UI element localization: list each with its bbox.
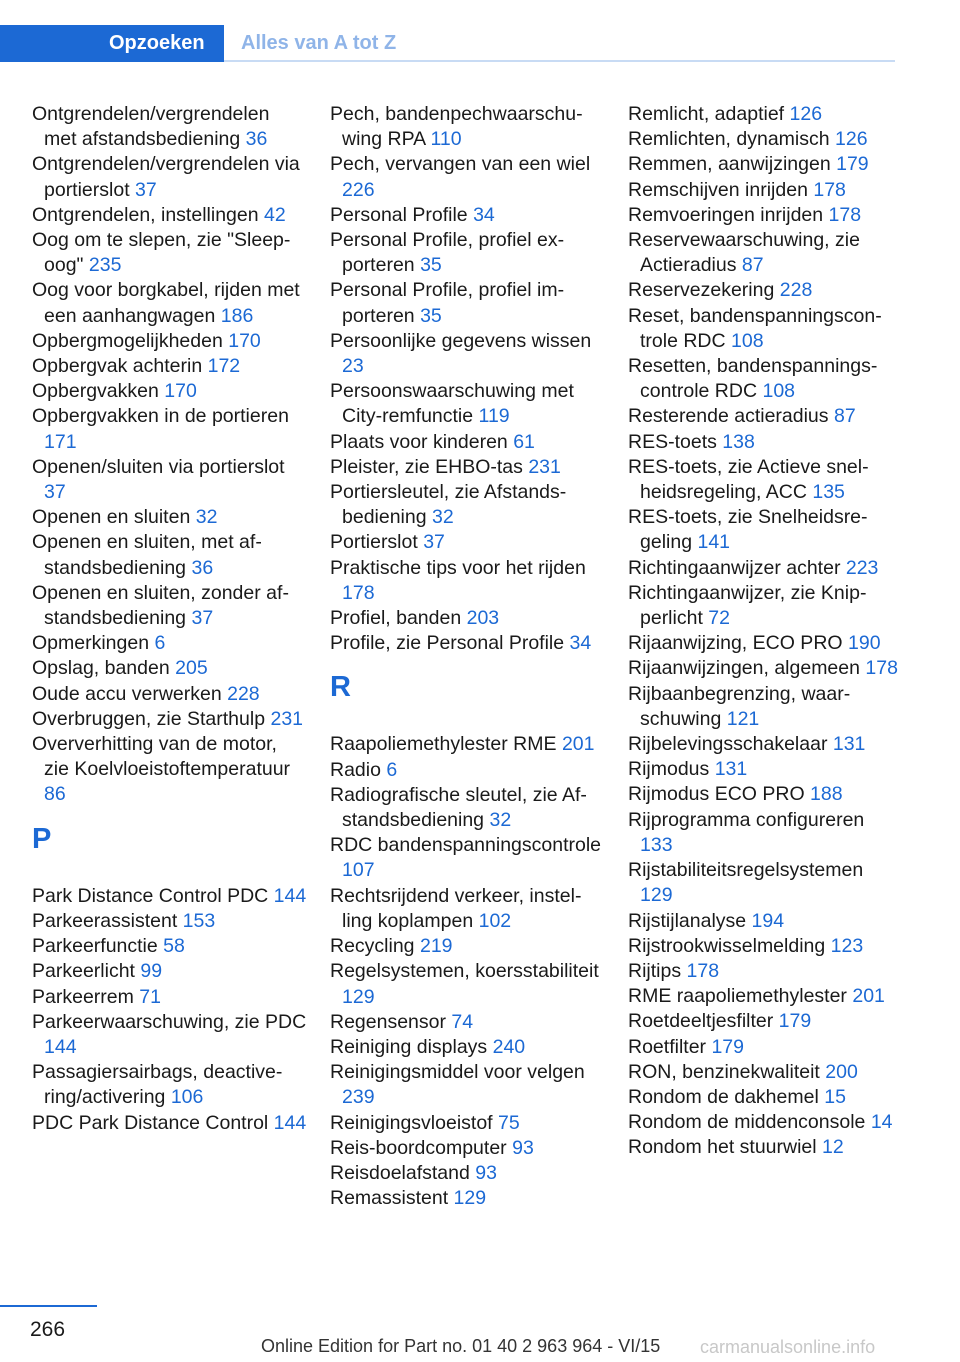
index-entry-text: Pleister, zie EHBO-tas (330, 455, 523, 478)
index-entry-page-link[interactable]: 14 (870, 1111, 893, 1134)
index-entry-text: Radio (330, 758, 381, 781)
index-entry-page-link[interactable]: 93 (512, 1136, 534, 1159)
index-entry-page-link[interactable]: 37 (191, 607, 214, 630)
index-entry (32, 455, 307, 505)
index-entry-page-link[interactable]: 228 (779, 279, 813, 302)
index-entry-page-link[interactable]: 239 (342, 1086, 375, 1109)
index-entry (330, 278, 605, 328)
index-entry-page-link[interactable]: 231 (270, 707, 304, 730)
index-entry-text: Radiografische sleutel, zie Afstandsbediening (330, 783, 587, 832)
index-entry (330, 329, 605, 379)
index-entry (32, 505, 307, 530)
index-entry-text: Openen/sluiten via portierslot (32, 455, 285, 478)
header-tabbar (0, 25, 895, 62)
index-entry-text: Resterende actieradius (628, 405, 829, 428)
index-entry-text: Ontgrendelen, instellingen (32, 203, 259, 226)
index-entry-text: Remvoeringen inrijden (628, 203, 824, 226)
index-entry-page-link[interactable]: 93 (475, 1161, 497, 1184)
index-entry (330, 455, 605, 480)
index-entry-page-link[interactable]: 36 (191, 556, 214, 579)
page-number: 266 (30, 1318, 66, 1341)
index-entry-page-link[interactable]: 138 (722, 430, 755, 453)
index-entry-page-link[interactable]: 179 (836, 153, 869, 176)
index-entry-page-link[interactable]: 171 (44, 430, 77, 453)
index-entry (628, 127, 898, 152)
index-entry-text: Rondom het stuurwiel (628, 1136, 817, 1159)
index-entry-page-link[interactable]: 178 (686, 959, 720, 982)
index-entry-page-link[interactable]: 6 (154, 632, 166, 655)
index-entry (32, 581, 307, 631)
index-entry-text: Reservewaarschuwing, zie Actieradius (628, 229, 860, 277)
index-entry (628, 959, 898, 984)
index-entry-text: Ontgrendelen/vergrendelen met afstandsbediening (32, 103, 270, 151)
index-entry-page-link[interactable]: 32 (432, 506, 454, 529)
index-entry (628, 631, 898, 656)
index-entry-page-link[interactable]: 32 (195, 506, 218, 529)
index-entry-page-link[interactable]: 108 (731, 329, 764, 352)
index-entry (330, 1186, 605, 1211)
index-entry-text: Reset, bandenspanningscontrole RDC (628, 304, 882, 352)
index-entry-text: Personal Profile, profiel importeren (330, 279, 565, 327)
index-entry (32, 884, 307, 909)
index-entry (330, 530, 605, 555)
index-entry-page-link[interactable]: 37 (423, 531, 445, 554)
tab-opzoeken-label: Opzoeken (109, 32, 205, 54)
index-entry (330, 480, 605, 530)
index-entry (32, 1010, 307, 1060)
index-entry-page-link[interactable]: 42 (264, 203, 286, 226)
index-entry (628, 1009, 898, 1034)
section-letter: P (32, 822, 52, 855)
index-entry-text: Rijstijlanalyse (628, 909, 747, 932)
index-entry-page-link[interactable]: 71 (139, 985, 161, 1008)
index-entry (32, 404, 307, 454)
index-entry-text: Regelsystemen, koersstabiliteit (330, 960, 599, 983)
index-entry (32, 278, 307, 328)
index-entry-page-link[interactable]: 201 (852, 985, 885, 1008)
index-entry-text: Oog om te slepen, zie "Sleepoog" (32, 229, 291, 277)
index-entry (330, 1060, 605, 1110)
index-entry-page-link[interactable]: 190 (848, 632, 881, 655)
index-entry-text: Oververhitting van de motor, zie Koelvloeistoftemperatuur (32, 733, 291, 781)
index-entry (32, 959, 307, 984)
index-entry-page-link[interactable]: 6 (386, 758, 398, 781)
index-entry (330, 934, 605, 959)
index-entry-page-link[interactable]: 179 (711, 1035, 744, 1058)
index-entry (628, 1135, 898, 1160)
index-entry (32, 909, 307, 934)
index-entry-page-link[interactable]: 131 (832, 733, 866, 756)
index-entry-text: Portiersleutel, zie Afstandsbediening (330, 481, 567, 529)
index-entry-text: Oog voor borgkabel, rijden met een aanhangwagen (32, 279, 300, 327)
index-entry-text: Rijprogramma configureren (628, 808, 865, 831)
index-entry-page-link[interactable]: 34 (569, 632, 592, 655)
index-entry-text: Reiniging displays (330, 1035, 488, 1058)
index-entry (628, 152, 898, 177)
index-entry-text: Plaats voor kinderen (330, 430, 508, 453)
index-entry-text: Rijmodus (628, 758, 710, 781)
index-entry (32, 934, 307, 959)
index-entry-text: PDC Park Distance Control (32, 1111, 269, 1134)
index-entry (628, 505, 898, 555)
index-entry-page-link[interactable]: 228 (227, 682, 260, 705)
index-entry-page-link[interactable]: 201 (561, 733, 595, 756)
index-entry-text: Profiel, banden (330, 607, 462, 630)
index-entry-text: RES-toets, zie Snelheidsregeling (628, 506, 868, 554)
index-entry (32, 354, 307, 379)
index-entry (330, 833, 605, 883)
index-entry-text: Portierslot (330, 531, 418, 554)
index-entry-page-link[interactable]: 186 (220, 304, 254, 327)
footer-divider (0, 1305, 97, 1307)
index-entry-page-link[interactable]: 37 (135, 178, 157, 201)
index-entry (628, 1035, 898, 1060)
index-entry-page-link[interactable]: 144 (273, 884, 307, 907)
index-entry-page-link[interactable]: 200 (825, 1060, 858, 1083)
tab-opzoeken[interactable] (0, 25, 224, 62)
index-entry-text: Pech, bandenpechwaarschuwing RPA (330, 103, 583, 151)
index-entry-text: Resetten, bandenspanningscontrole RDC (628, 355, 878, 403)
index-entry-text: Remassistent (330, 1187, 449, 1210)
index-entry (628, 228, 898, 278)
index-entry (628, 404, 898, 429)
index-entry-page-link[interactable]: 133 (640, 833, 673, 856)
index-entry-page-link[interactable]: 86 (44, 783, 66, 806)
index-entry (32, 985, 307, 1010)
index-entry (628, 909, 898, 934)
index-entry-page-link[interactable]: 99 (140, 960, 163, 983)
index-entry-text: Overbruggen, zie Starthulp (32, 707, 266, 730)
index-entry-page-link[interactable]: 178 (342, 581, 375, 604)
index-entry-page-link[interactable]: 141 (697, 531, 731, 554)
index-entry-page-link[interactable]: 23 (342, 355, 364, 378)
index-entry-page-link[interactable]: 135 (812, 481, 845, 504)
index-column-2 (330, 102, 605, 1211)
index-entry-text: Reinigingsvloeistof (330, 1111, 493, 1134)
index-entry-text: RME raapoliemethylester (628, 985, 847, 1008)
index-entry (330, 430, 605, 455)
index-entry-text: Remlicht, adaptief (628, 103, 785, 125)
index-entry-text: Opbergvak achterin (32, 355, 203, 378)
index-entry (330, 556, 605, 606)
index-entry (628, 1110, 898, 1135)
index-entry-text: RES-toets, zie Actieve snelheidsregeling, ACC (628, 455, 869, 504)
index-entry (628, 354, 898, 404)
index-entry-text: Remlichten, dynamisch (628, 128, 830, 151)
index-entry (628, 581, 898, 631)
index-entry-page-link[interactable]: 178 (813, 178, 846, 201)
footer-edition: Online Edition for Part no. 01 40 2 963 964 - VI/15 (261, 1336, 661, 1356)
index-entry-text: Profile, zie Personal Profile (330, 632, 565, 655)
index-entry-page-link[interactable]: 144 (44, 1035, 77, 1058)
index-entry-page-link[interactable]: 170 (164, 380, 197, 403)
index-entry (32, 682, 307, 707)
index-entry-text: Richtingaanwijzer, zie Knipperlicht (628, 581, 867, 630)
index-entry-page-link[interactable]: 231 (528, 455, 561, 478)
index-entry (330, 959, 605, 1009)
index-entry-text: Reis-boordcomputer (330, 1136, 507, 1159)
index-entry-text: Parkeerlicht (32, 960, 135, 983)
index-entry (330, 203, 605, 228)
index-entry (628, 1085, 898, 1110)
index-entry-page-link[interactable]: 35 (420, 254, 442, 277)
index-entry (330, 606, 605, 631)
index-entry (330, 732, 605, 757)
index-entry-text: Reservezekering (628, 279, 775, 302)
index-entry-text: Opbergvakken (32, 380, 159, 403)
index-entry-page-link[interactable]: 144 (273, 1111, 307, 1134)
index-entry-page-link[interactable]: 170 (228, 329, 261, 352)
index-entry-text: Rijaanwijzing, ECO PRO (628, 632, 843, 655)
index-entry-text: Reisdoelafstand (330, 1161, 470, 1184)
index-entry-text: Rijtips (628, 959, 682, 982)
index-entry (628, 808, 898, 858)
index-entry-page-link[interactable]: 172 (207, 355, 241, 378)
index-entry-page-link[interactable]: 223 (845, 556, 879, 579)
index-entry (32, 530, 307, 580)
index-entry-page-link[interactable]: 35 (420, 304, 442, 327)
index-entry (32, 379, 307, 404)
index-entry (330, 1161, 605, 1186)
index-entry (330, 228, 605, 278)
index-entry-text: Rondom de middenconsole (628, 1111, 866, 1134)
index-entry (330, 152, 605, 202)
index-entry-page-link[interactable]: 123 (830, 934, 864, 957)
index-entry-page-link[interactable]: 108 (762, 380, 796, 403)
index-entry-text: Parkeerrem (32, 985, 134, 1008)
index-entry-text: Rijmodus ECO PRO (628, 783, 805, 806)
index-entry (32, 707, 307, 732)
index-entry-page-link[interactable]: 121 (726, 707, 760, 730)
index-entry (32, 228, 307, 278)
index-entry-page-link[interactable]: 87 (833, 405, 856, 428)
index-entry (32, 152, 307, 202)
index-entry-page-link[interactable]: 87 (741, 254, 764, 277)
index-entry (628, 430, 898, 455)
index-entry (628, 102, 898, 127)
index-entry (330, 884, 605, 934)
index-entry-text: Openen en sluiten, zonder afstandsbediening (32, 581, 289, 630)
index-entry-page-link[interactable]: 12 (822, 1136, 844, 1159)
index-entry-text: Personal Profile, profiel exporteren (330, 229, 565, 277)
index-entry-page-link[interactable]: 32 (489, 809, 512, 832)
index-entry (628, 934, 898, 959)
index-entry-text: Opbergmogelijkheden (32, 329, 223, 352)
index-entry-page-link[interactable]: 72 (708, 607, 730, 630)
index-entry-page-link[interactable]: 126 (835, 128, 868, 151)
index-entry-text: Parkeerwaarschuwing, zie PDC (32, 1010, 307, 1033)
index-entry-text: Recycling (330, 935, 415, 958)
index-column-3 (628, 102, 898, 1161)
index-entry-text: Persoonswaarschuwing met City-remfunctie (330, 380, 574, 428)
index-entry-text: Parkeerfunctie (32, 935, 158, 958)
index-entry-text: Remschijven inrijden (628, 178, 808, 201)
index-entry-text: RDC bandenspanningscontrole (330, 834, 602, 857)
index-entry (628, 656, 898, 681)
index-entry-page-link[interactable]: 226 (342, 178, 375, 201)
index-entry-page-link[interactable]: 126 (789, 103, 823, 125)
index-entry-text: Passagiersairbags, deactivering/activering (32, 1061, 283, 1109)
index-entry-text: Rijaanwijzingen, algemeen (628, 657, 860, 680)
index-entry (628, 178, 898, 203)
index-entry-text: Ontgrendelen/vergrendelen via portierslot (32, 153, 300, 201)
index-entry (330, 102, 605, 152)
index-entry-page-link[interactable]: 129 (640, 884, 673, 907)
index-entry-text: Rijstabiliteitsregelsystemen (628, 859, 864, 882)
index-entry-text: RON, benzinekwaliteit (628, 1060, 820, 1083)
index-entry-page-link[interactable]: 131 (714, 758, 748, 781)
index-entry-page-link[interactable]: 219 (419, 935, 453, 958)
index-entry-page-link[interactable]: 58 (163, 935, 185, 958)
index-entry-text: Roetdeeltjesfilter (628, 1010, 774, 1033)
index-entry-page-link[interactable]: 75 (498, 1111, 520, 1134)
index-entry-text: Persoonlijke gegevens wissen (330, 329, 592, 352)
index-entry (32, 1111, 307, 1136)
index-entry (330, 783, 605, 833)
index-entry-page-link[interactable]: 194 (751, 909, 785, 932)
index-entry-text: Opbergvakken in de portieren (32, 405, 289, 428)
index-entry-page-link[interactable]: 74 (451, 1010, 474, 1033)
index-entry (628, 682, 898, 732)
index-entry (628, 757, 898, 782)
index-entry (628, 455, 898, 505)
index-entry-text: Regensensor (330, 1010, 446, 1033)
index-entry-page-link[interactable]: 203 (466, 607, 500, 630)
index-entry-text: Rechtsrijdend verkeer, instelling koplampen (330, 884, 582, 932)
index-entry (330, 758, 605, 783)
index-entry-page-link[interactable]: 240 (492, 1035, 526, 1058)
index-entry (330, 1035, 605, 1060)
index-entry (32, 631, 307, 656)
index-entry (628, 304, 898, 354)
index-entry (628, 984, 898, 1009)
index-entry (330, 1111, 605, 1136)
index-entry-text: Rondom de dakhemel (628, 1085, 819, 1108)
index-entry-text: Oude accu verwerken (32, 682, 222, 705)
index-entry-page-link[interactable]: 205 (175, 657, 208, 680)
index-entry-text: Roetfilter (628, 1035, 707, 1058)
index-entry-text: Parkeerassistent (32, 909, 178, 932)
index-entry-page-link[interactable]: 36 (245, 128, 268, 151)
index-column-1 (32, 102, 307, 1136)
index-entry (32, 102, 307, 152)
index-entry-page-link[interactable]: 106 (170, 1086, 204, 1109)
index-entry-page-link[interactable]: 129 (453, 1187, 487, 1210)
index-entry-text: Rijbelevingsschakelaar (628, 733, 828, 756)
index-entry (628, 203, 898, 228)
index-entry-text: Remmen, aanwijzingen (628, 153, 831, 176)
index-entry-text: Praktische tips voor het rijden (330, 556, 586, 579)
index-entry (628, 1060, 898, 1085)
index-entry-page-link[interactable]: 188 (810, 783, 843, 806)
index-entry (32, 656, 307, 681)
index-entry-page-link[interactable]: 107 (342, 859, 375, 882)
index-entry-page-link[interactable]: 178 (828, 203, 862, 226)
watermark: carmanualsonline.info (700, 1337, 876, 1357)
index-entry (628, 732, 898, 757)
section-letter: R (330, 671, 351, 704)
index-entry (330, 1010, 605, 1035)
index-entry (628, 278, 898, 303)
index-entry (628, 782, 898, 807)
index-entry-page-link[interactable]: 61 (513, 430, 535, 453)
index-entry (330, 1136, 605, 1161)
index-entry (330, 631, 605, 656)
index-entry-text: Opmerkingen (32, 632, 150, 655)
index-entry (32, 1060, 307, 1110)
index-entry-text: Openen en sluiten (32, 506, 191, 529)
index-entry-text: Openen en sluiten, met afstandsbediening (32, 531, 262, 579)
index-entry-page-link[interactable]: 110 (430, 128, 462, 151)
index-entry-text: Raapoliemethylester RME (330, 733, 557, 756)
index-entry-page-link[interactable]: 102 (478, 909, 512, 932)
index-entry-text: Rijstrookwisselmelding (628, 934, 826, 957)
index-entry-page-link[interactable]: 129 (342, 985, 375, 1008)
index-entry-text: Opslag, banden (32, 657, 170, 680)
index-entry-page-link[interactable]: 37 (44, 481, 66, 504)
index-entry (32, 329, 307, 354)
tab-alles-van-a-tot-z[interactable]: Alles van A tot Z (241, 32, 397, 54)
index-entry-page-link[interactable]: 15 (824, 1085, 846, 1108)
index-entry-page-link[interactable]: 34 (473, 203, 495, 226)
index-entry (330, 379, 605, 429)
index-entry-text: Richtingaanwijzer achter (628, 556, 841, 579)
tab-underline (224, 60, 895, 62)
index-entry-text: Pech, vervangen van een wiel (330, 153, 591, 176)
index-entry-page-link[interactable]: 119 (478, 405, 510, 428)
index-entry-text: Rijbaanbegrenzing, waarschuwing (628, 682, 851, 730)
index-entry (628, 556, 898, 581)
index-entry (32, 732, 307, 808)
index-entry-text: RES-toets (628, 430, 717, 453)
index-entry-page-link[interactable]: 178 (865, 657, 898, 680)
index-entry-page-link[interactable]: 179 (778, 1010, 812, 1033)
index-entry (628, 858, 898, 908)
index-entry-text: Personal Profile (330, 203, 468, 226)
index-entry-text: Reinigingsmiddel voor velgen (330, 1061, 585, 1084)
index-entry-page-link[interactable]: 235 (88, 254, 122, 277)
index-entry-text: Park Distance Control PDC (32, 884, 269, 907)
index-entry-page-link[interactable]: 153 (182, 909, 216, 932)
index-entry (32, 203, 307, 228)
